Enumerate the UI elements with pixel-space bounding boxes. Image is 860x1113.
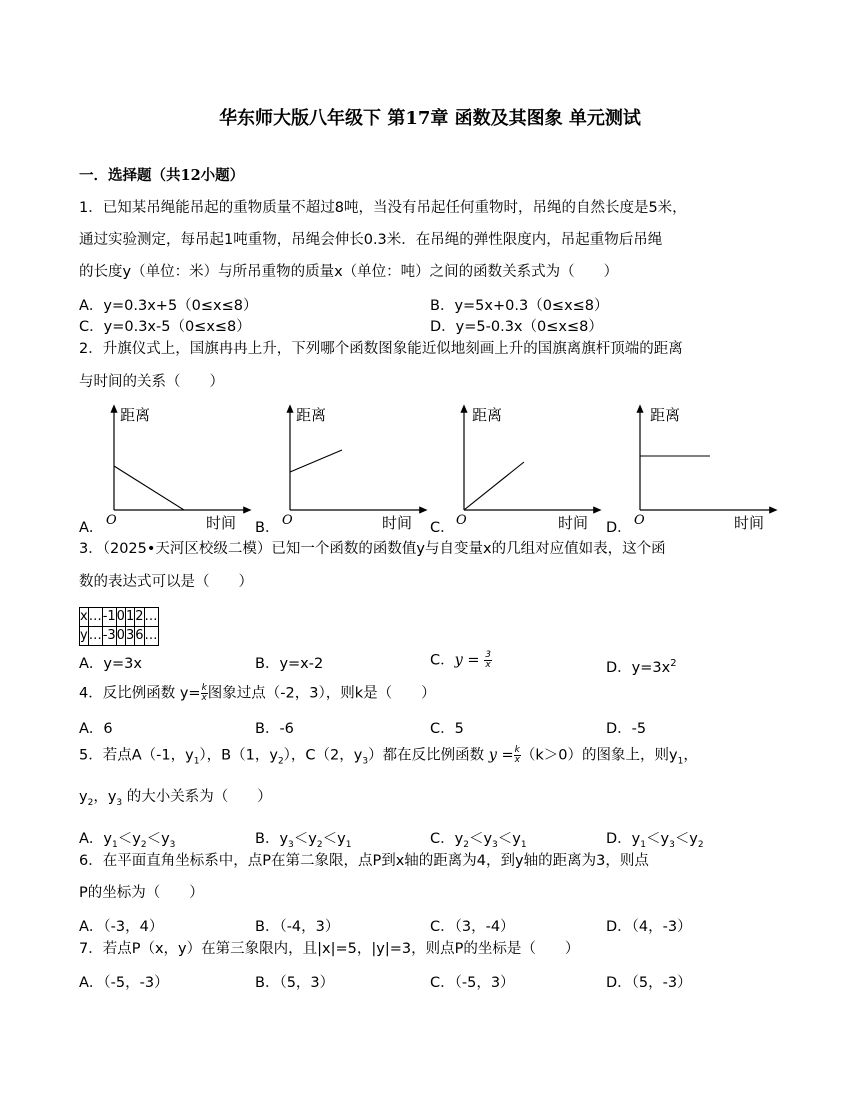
table-cell: … [144, 627, 158, 646]
q2-option-b: B． [255, 520, 280, 536]
q3-option-b: B．y=x-2 [255, 656, 324, 672]
q5-line-2: $y_2$，$y_3$ 的大小关系为（ ） [79, 789, 272, 808]
q3-option-a: A．y=3x [79, 656, 142, 672]
q2-line-1: 2．升旗仪式上，国旗冉冉上升，下列哪个函数图象能近似地刻画上升的国旗离旗杆顶端的距离 [79, 341, 683, 357]
table-cell: -3 [102, 627, 116, 646]
q6-option-d: D．（4，-3） [606, 919, 692, 935]
q1-line-3: 的长度y（单位：米）与所吊重物的质量x（单位：吨）之间的函数关系式为（ ） [79, 264, 619, 280]
q7-option-c: C．（-5，3） [430, 975, 515, 991]
table-cell: 0 [116, 627, 125, 646]
table-cell: x [80, 608, 89, 627]
q6-line-1: 6．在平面直角坐标系中，点P在第二象限，点P到x轴的距离为4，到y轴的距离为3，则点 [79, 853, 649, 869]
q7-option-a: A．（-5，-3） [79, 975, 169, 991]
value-table [79, 607, 159, 646]
q1-line-1: 1．已知某吊绳能吊起的重物质量不超过8吨，当没有吊起任何重物时，吊绳的自然长度是5米， [79, 200, 687, 216]
y-axis-label: 距离 [296, 406, 327, 424]
y-axis-label: 距离 [120, 406, 151, 424]
q5-option-b: B．$y_3<y_2<y_1$ [255, 831, 352, 850]
origin-label: O [282, 513, 293, 528]
q2-graph-a [88, 402, 258, 534]
q2-line-2: 与时间的关系（ ） [79, 374, 224, 390]
x-axis-label: 时间 [734, 514, 765, 532]
page-title: 华东师大版八年级下 第17章 函数及其图象 单元测试 [219, 108, 641, 129]
table-cell: 3 [125, 627, 134, 646]
q2-graph-b [264, 402, 434, 534]
table-cell: 0 [116, 608, 125, 627]
table-cell: 6 [135, 627, 144, 646]
table-row [80, 608, 159, 627]
x-axis-label: 时间 [558, 514, 589, 532]
q5-option-d: D．$y_1<y_3<y_2$ [606, 831, 704, 850]
q1-option-b: B．y=5x+0.3（0≤x≤8） [430, 298, 609, 314]
q3-option-d: D．$y=3x^2$ [606, 658, 677, 676]
q7-option-d: D．（5，-3） [606, 975, 692, 991]
table-cell: y [80, 627, 89, 646]
table-cell: -1 [102, 608, 116, 627]
y-axis-label: 距离 [472, 406, 503, 424]
q1-line-2: 通过实验测定，每吊起1吨重物，吊绳会伸长0.3米．在吊绳的弹性限度内，吊起重物后吊绳 [79, 232, 663, 248]
origin-label: O [456, 513, 467, 528]
q5-option-c: C．$y_2<y_3<y_1$ [430, 831, 527, 850]
q1-option-a: A．y=0.3x+5（0≤x≤8） [79, 298, 258, 314]
origin-label: O [634, 513, 645, 528]
table-row [80, 627, 159, 646]
q4-line: 4．反比例函数 y= $\frac{k}{x}$ 图象过点（-2，3），则k是（ ） [79, 683, 436, 703]
q4-option-c: C．5 [430, 721, 464, 737]
table-cell: 1 [125, 608, 134, 627]
table-cell: … [144, 608, 158, 627]
q2-option-c: C． [430, 520, 455, 536]
fraction: $\frac{3}{x}$ [485, 650, 491, 670]
y-axis-label: 距离 [650, 406, 681, 424]
x-axis-label: 时间 [382, 514, 413, 532]
q1-option-d: D．y=5-0.3x（0≤x≤8） [430, 319, 603, 335]
q3-line-1: 3．（2025•天河区校级二模）已知一个函数的函数值y与自变量x的几组对应值如表，这个函 [79, 541, 666, 557]
q4-option-b: B．-6 [255, 721, 294, 737]
q6-option-b: B．（-4，3） [255, 919, 340, 935]
q6-option-c: C．（3，-4） [430, 919, 515, 935]
table-cell: … [88, 627, 102, 646]
q1-option-c: C．y=0.3x-5（0≤x≤8） [79, 319, 251, 335]
x-axis-label: 时间 [206, 514, 237, 532]
q7-line: 7．若点P（x，y）在第三象限内，且|x|=5，|y|=3，则点P的坐标是（ ） [79, 941, 580, 957]
origin-label: O [106, 513, 117, 528]
q3-option-c: C．y = $\frac{3}{x}$ [430, 650, 491, 670]
table-cell: … [88, 608, 102, 627]
fraction: $\frac{k}{x}$ [201, 683, 207, 703]
section-heading: 一．选择题（共12小题） [79, 167, 245, 184]
q3-line-2: 数的表达式可以是（ ） [79, 574, 253, 590]
fraction: $\frac{k}{x}$ [514, 745, 520, 765]
q5-option-a: A．$y_1<y_2<y_3$ [79, 831, 176, 850]
q6-line-2: P的坐标为（ ） [79, 885, 204, 901]
table-cell: 2 [135, 608, 144, 627]
q5-line-1: 5．若点A（-1，$y_1$），B（1，$y_2$），C（2，$y_3$）都在反比例函数 y = $\frac{k}{x}$ （k＞0）的图象上，则$y_1$， [79, 745, 698, 767]
q7-option-b: B．（5，3） [255, 975, 335, 991]
q4-option-a: A．6 [79, 721, 113, 737]
q2-option-a: A． [79, 520, 104, 536]
q6-option-a: A．（-3，4） [79, 919, 164, 935]
q2-graph-c [438, 402, 608, 534]
q4-option-d: D．-5 [606, 721, 647, 737]
q2-graph-d [614, 402, 784, 534]
q2-option-d: D． [606, 520, 632, 536]
